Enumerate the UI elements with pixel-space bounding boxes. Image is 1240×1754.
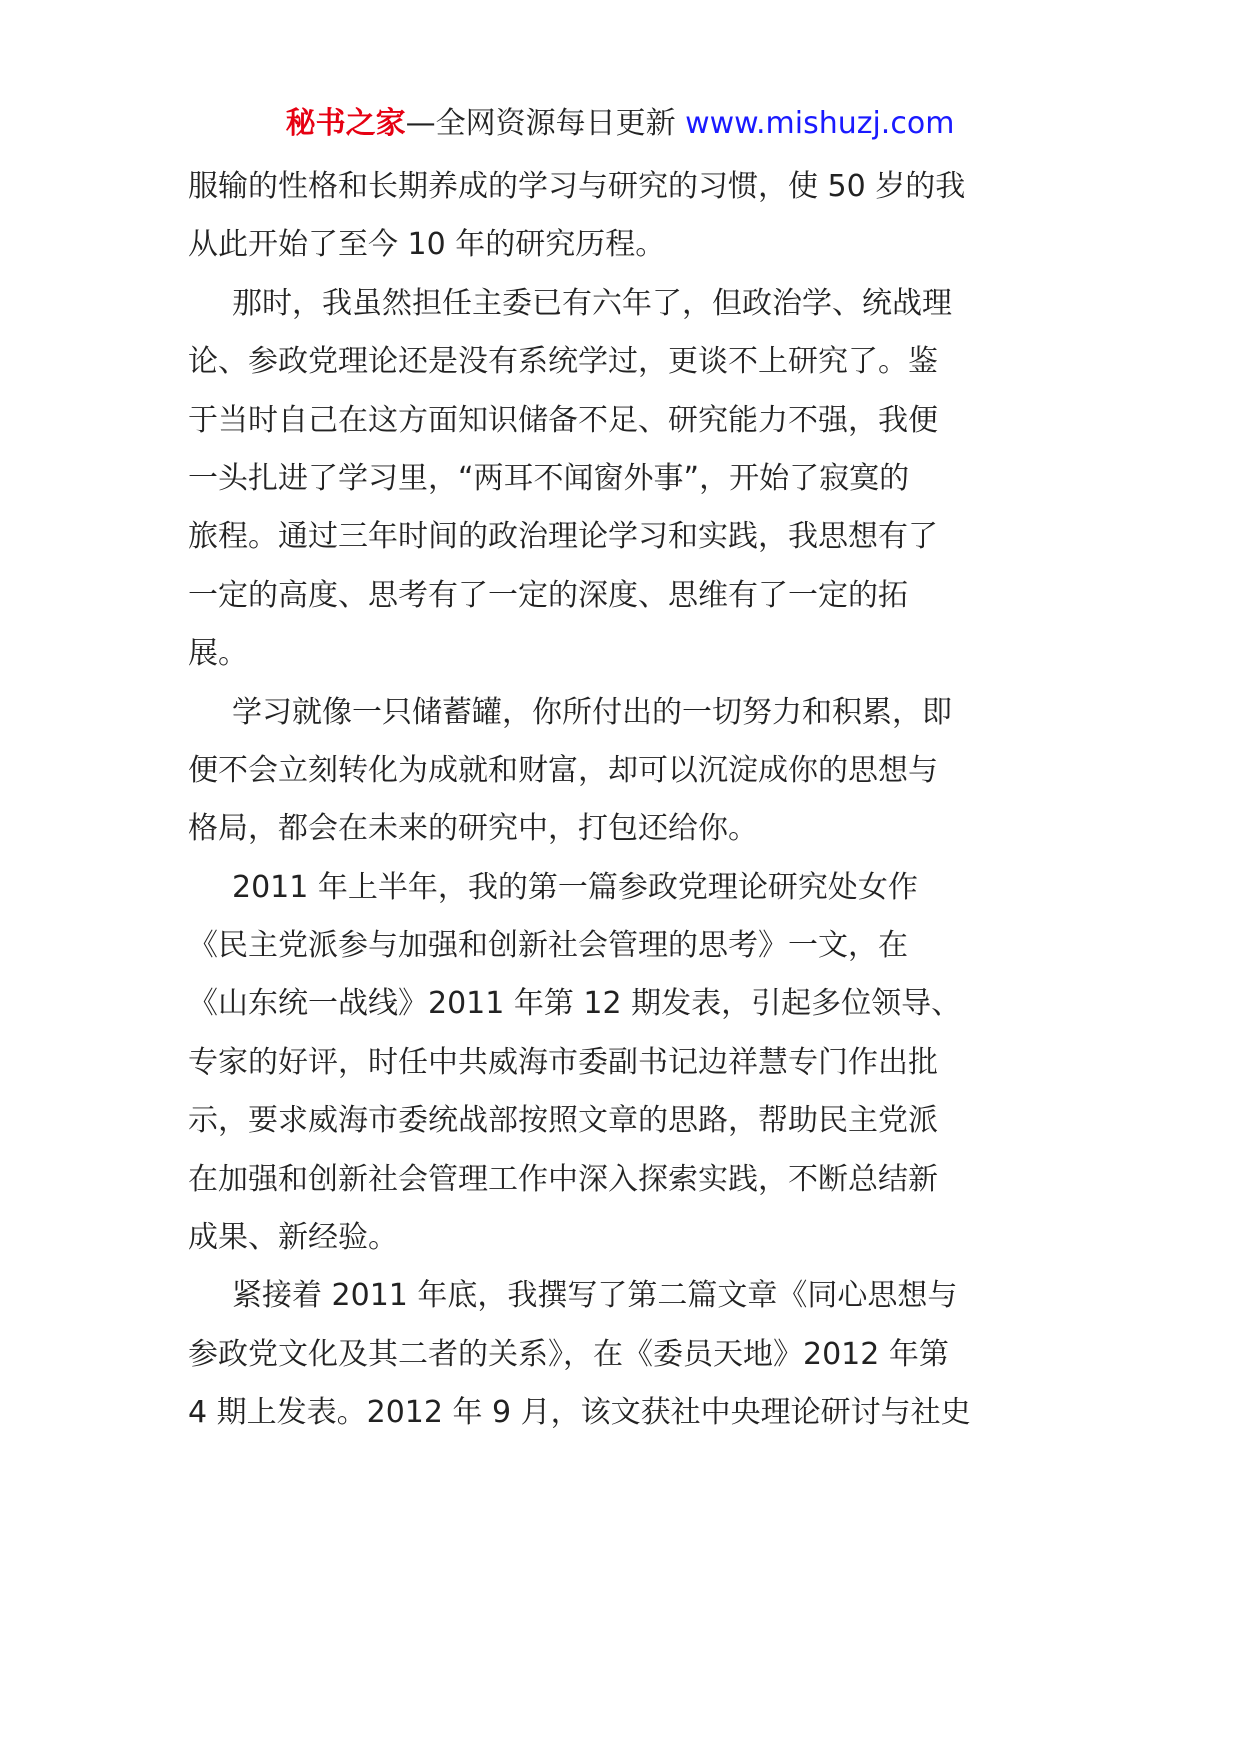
text-line: 旅程。通过三年时间的政治理论学习和实践，我思想有了 <box>188 519 938 555</box>
text-line: 格局，都会在未来的研究中，打包还给你。 <box>188 811 758 847</box>
text-line: 学习就像一只储蓄罐，你所付出的一切努力和积累，即 <box>232 694 952 730</box>
text-line: 《民主党派参与加强和创新社会管理的思考》一文，在 <box>188 928 908 964</box>
website-url[interactable]: www.mishuzj.com <box>675 106 955 141</box>
page-header <box>0 104 1240 144</box>
text-line: 那时，我虽然担任主委已有六年了，但政治学、统战理 <box>232 285 952 321</box>
text-line: 从此开始了至今 10 年的研究历程。 <box>188 227 666 263</box>
text-line: 参政党文化及其二者的关系》，在《委员天地》2012 年第 <box>188 1336 949 1372</box>
text-line: 于当时自己在这方面知识储备不足、研究能力不强，我便 <box>188 402 938 438</box>
text-line: 一头扎进了学习里，“两耳不闻窗外事”，开始了寂寞的 <box>188 460 910 496</box>
text-line: 专家的好评，时任中共威海市委副书记边祥慧专门作出批 <box>188 1044 938 1080</box>
text-line: 成果、新经验。 <box>188 1220 398 1256</box>
brand-name: 秘书之家 <box>285 106 406 141</box>
text-line: 展。 <box>188 636 248 672</box>
text-line: 2011 年上半年，我的第一篇参政党理论研究处女作 <box>232 869 918 905</box>
text-line: 在加强和创新社会管理工作中深入探索实践，不断总结新 <box>188 1161 938 1197</box>
header-slogan: —全网资源每日更新 <box>405 106 676 141</box>
text-line: 示，要求威海市委统战部按照文章的思路，帮助民主党派 <box>188 1103 938 1139</box>
text-line: 论、参政党理论还是没有系统学过，更谈不上研究了。鉴 <box>188 344 938 380</box>
text-line: 《山东统一战线》2011 年第 12 期发表，引起多位领导、 <box>188 986 962 1022</box>
text-line: 4 期上发表。2012 年 9 月，该文获社中央理论研讨与社史 <box>188 1395 971 1431</box>
text-line: 服输的性格和长期养成的学习与研究的习惯，使 50 岁的我 <box>188 169 966 204</box>
text-line: 一定的高度、思考有了一定的深度、思维有了一定的拓 <box>188 577 908 613</box>
document-body <box>188 158 1058 1443</box>
text-line: 便不会立刻转化为成就和财富，却可以沉淀成你的思想与 <box>188 752 938 788</box>
text-line: 紧接着 2011 年底，我撰写了第二篇文章《同心思想与 <box>232 1278 958 1314</box>
